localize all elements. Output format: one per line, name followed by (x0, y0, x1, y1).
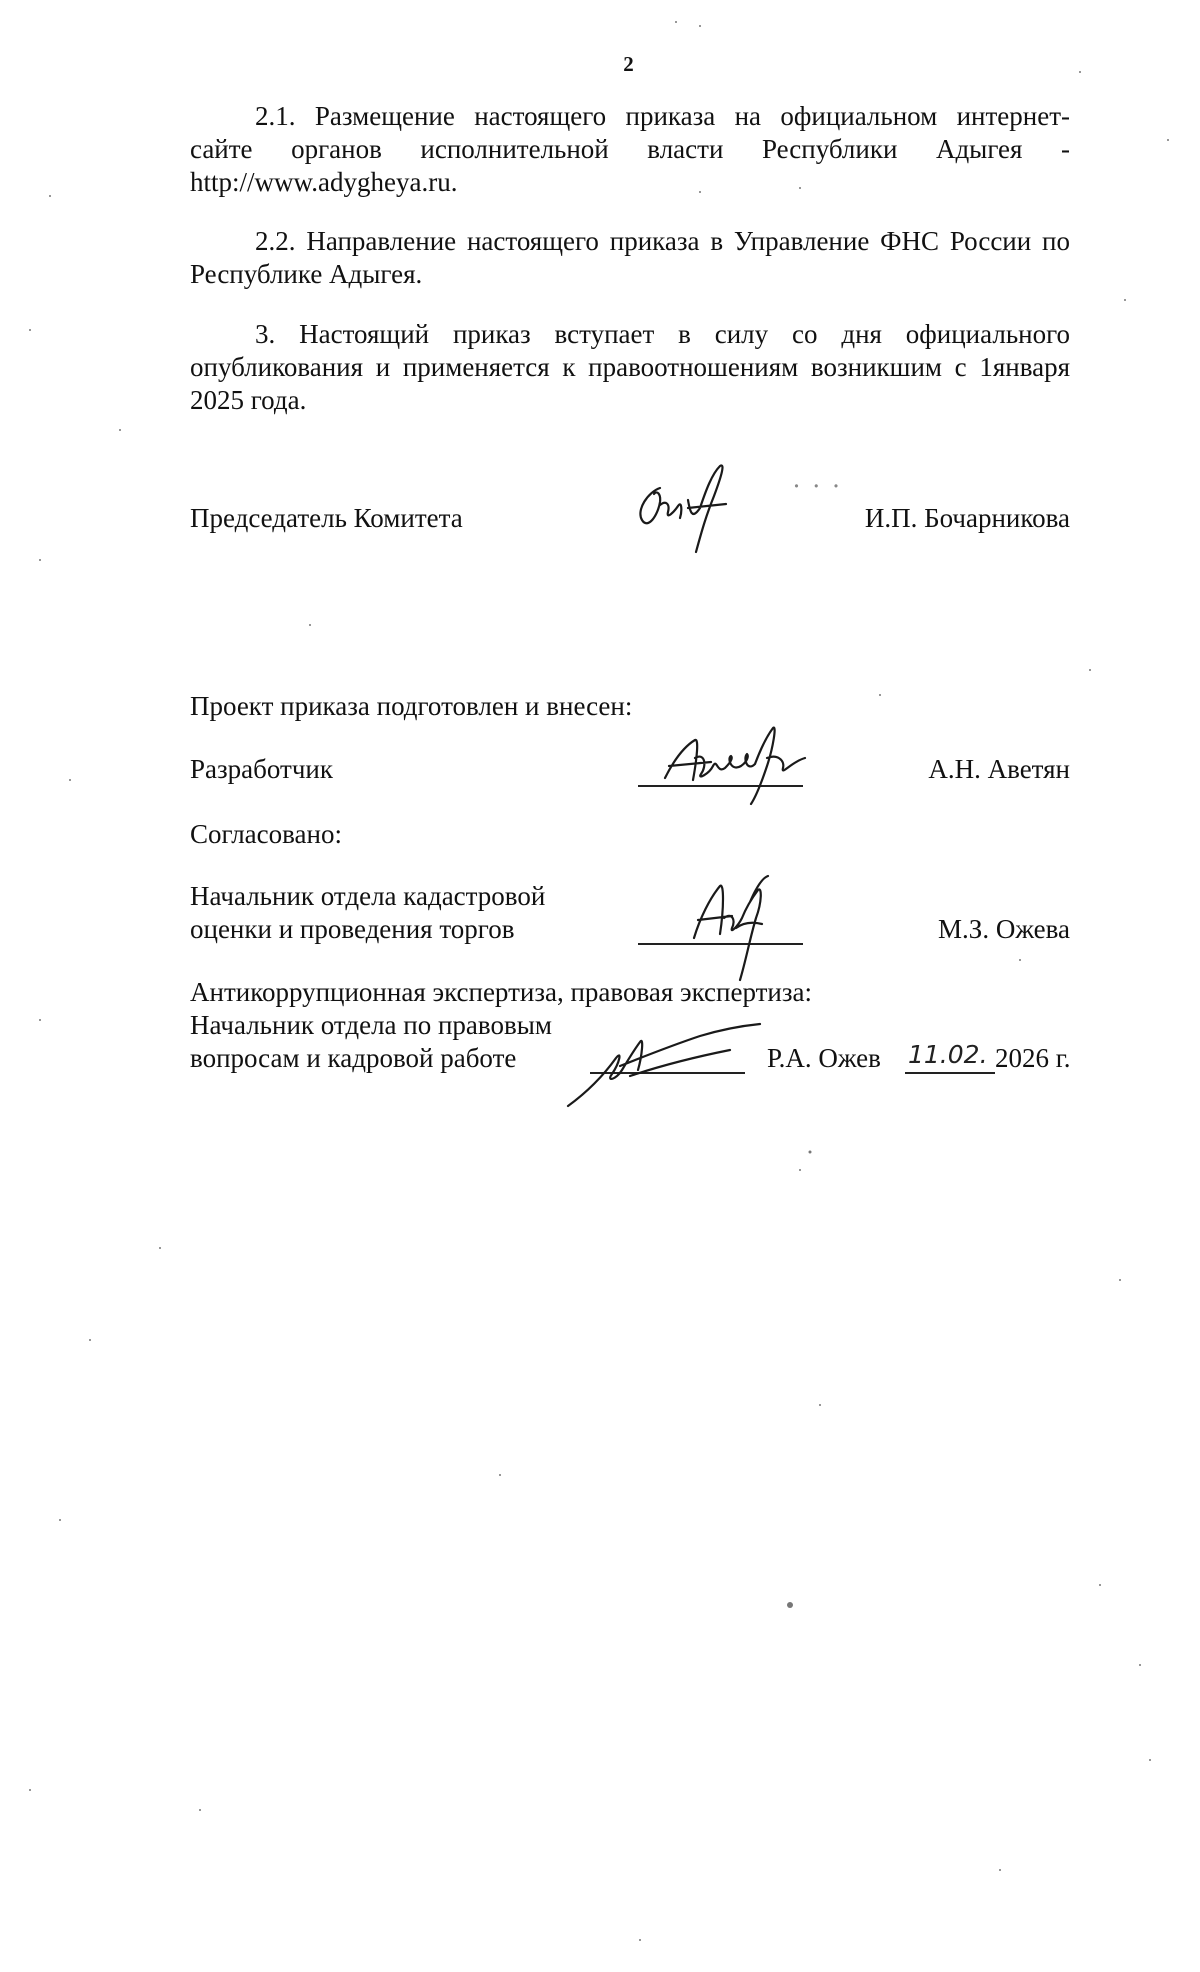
chairman-name: И.П. Бочарникова (864, 503, 1070, 533)
agreed-heading: Согласовано: (190, 819, 342, 849)
dot-specks: · · · (792, 471, 843, 501)
handwritten-date: 11.02. (908, 1040, 988, 1069)
page-number: 2 (623, 52, 634, 76)
date-year: 2026 г. (995, 1043, 1071, 1073)
developer-label: Разработчик (190, 754, 333, 784)
legal-position-line1: Начальник отдела по правовым (190, 1010, 552, 1040)
item-3-line1: 3. Настоящий приказ вступает в силу со дня официального (255, 319, 1070, 349)
project-heading: Проект приказа подготовлен и внесен: (190, 691, 633, 721)
item-2-1-line3: http://www.adygheya.ru. (190, 167, 458, 197)
item-2-2-line1: 2.2. Направление настоящего приказа в Управление ФНС России по (255, 226, 1070, 256)
item-2-2-line2: Республике Адыгея. (190, 259, 423, 289)
developer-name: А.Н. Аветян (928, 754, 1070, 784)
legal-position-line2: вопросам и кадровой работе (190, 1043, 517, 1073)
cadastral-position-line2: оценки и проведения торгов (190, 914, 515, 944)
cadastral-position-line1: Начальник отдела кадастровой (190, 881, 546, 911)
legal-name: Р.А. Ожев (767, 1043, 881, 1073)
item-2-1-line1: 2.1. Размещение настоящего приказа на официальном интернет- (255, 101, 1070, 131)
item-3-line3: 2025 года. (190, 385, 307, 415)
item-2-1-line2: сайте органов исполнительной власти Республики Адыгея - (190, 134, 1070, 164)
item-3-line2: опубликования и применяется к правоотношениям возникшим с 1января (190, 352, 1070, 382)
chairman-title: Председатель Комитета (190, 503, 463, 533)
expertise-heading: Антикоррупционная экспертиза, правовая экспертиза: (190, 977, 813, 1007)
cadastral-name: М.З. Ожева (938, 914, 1070, 944)
